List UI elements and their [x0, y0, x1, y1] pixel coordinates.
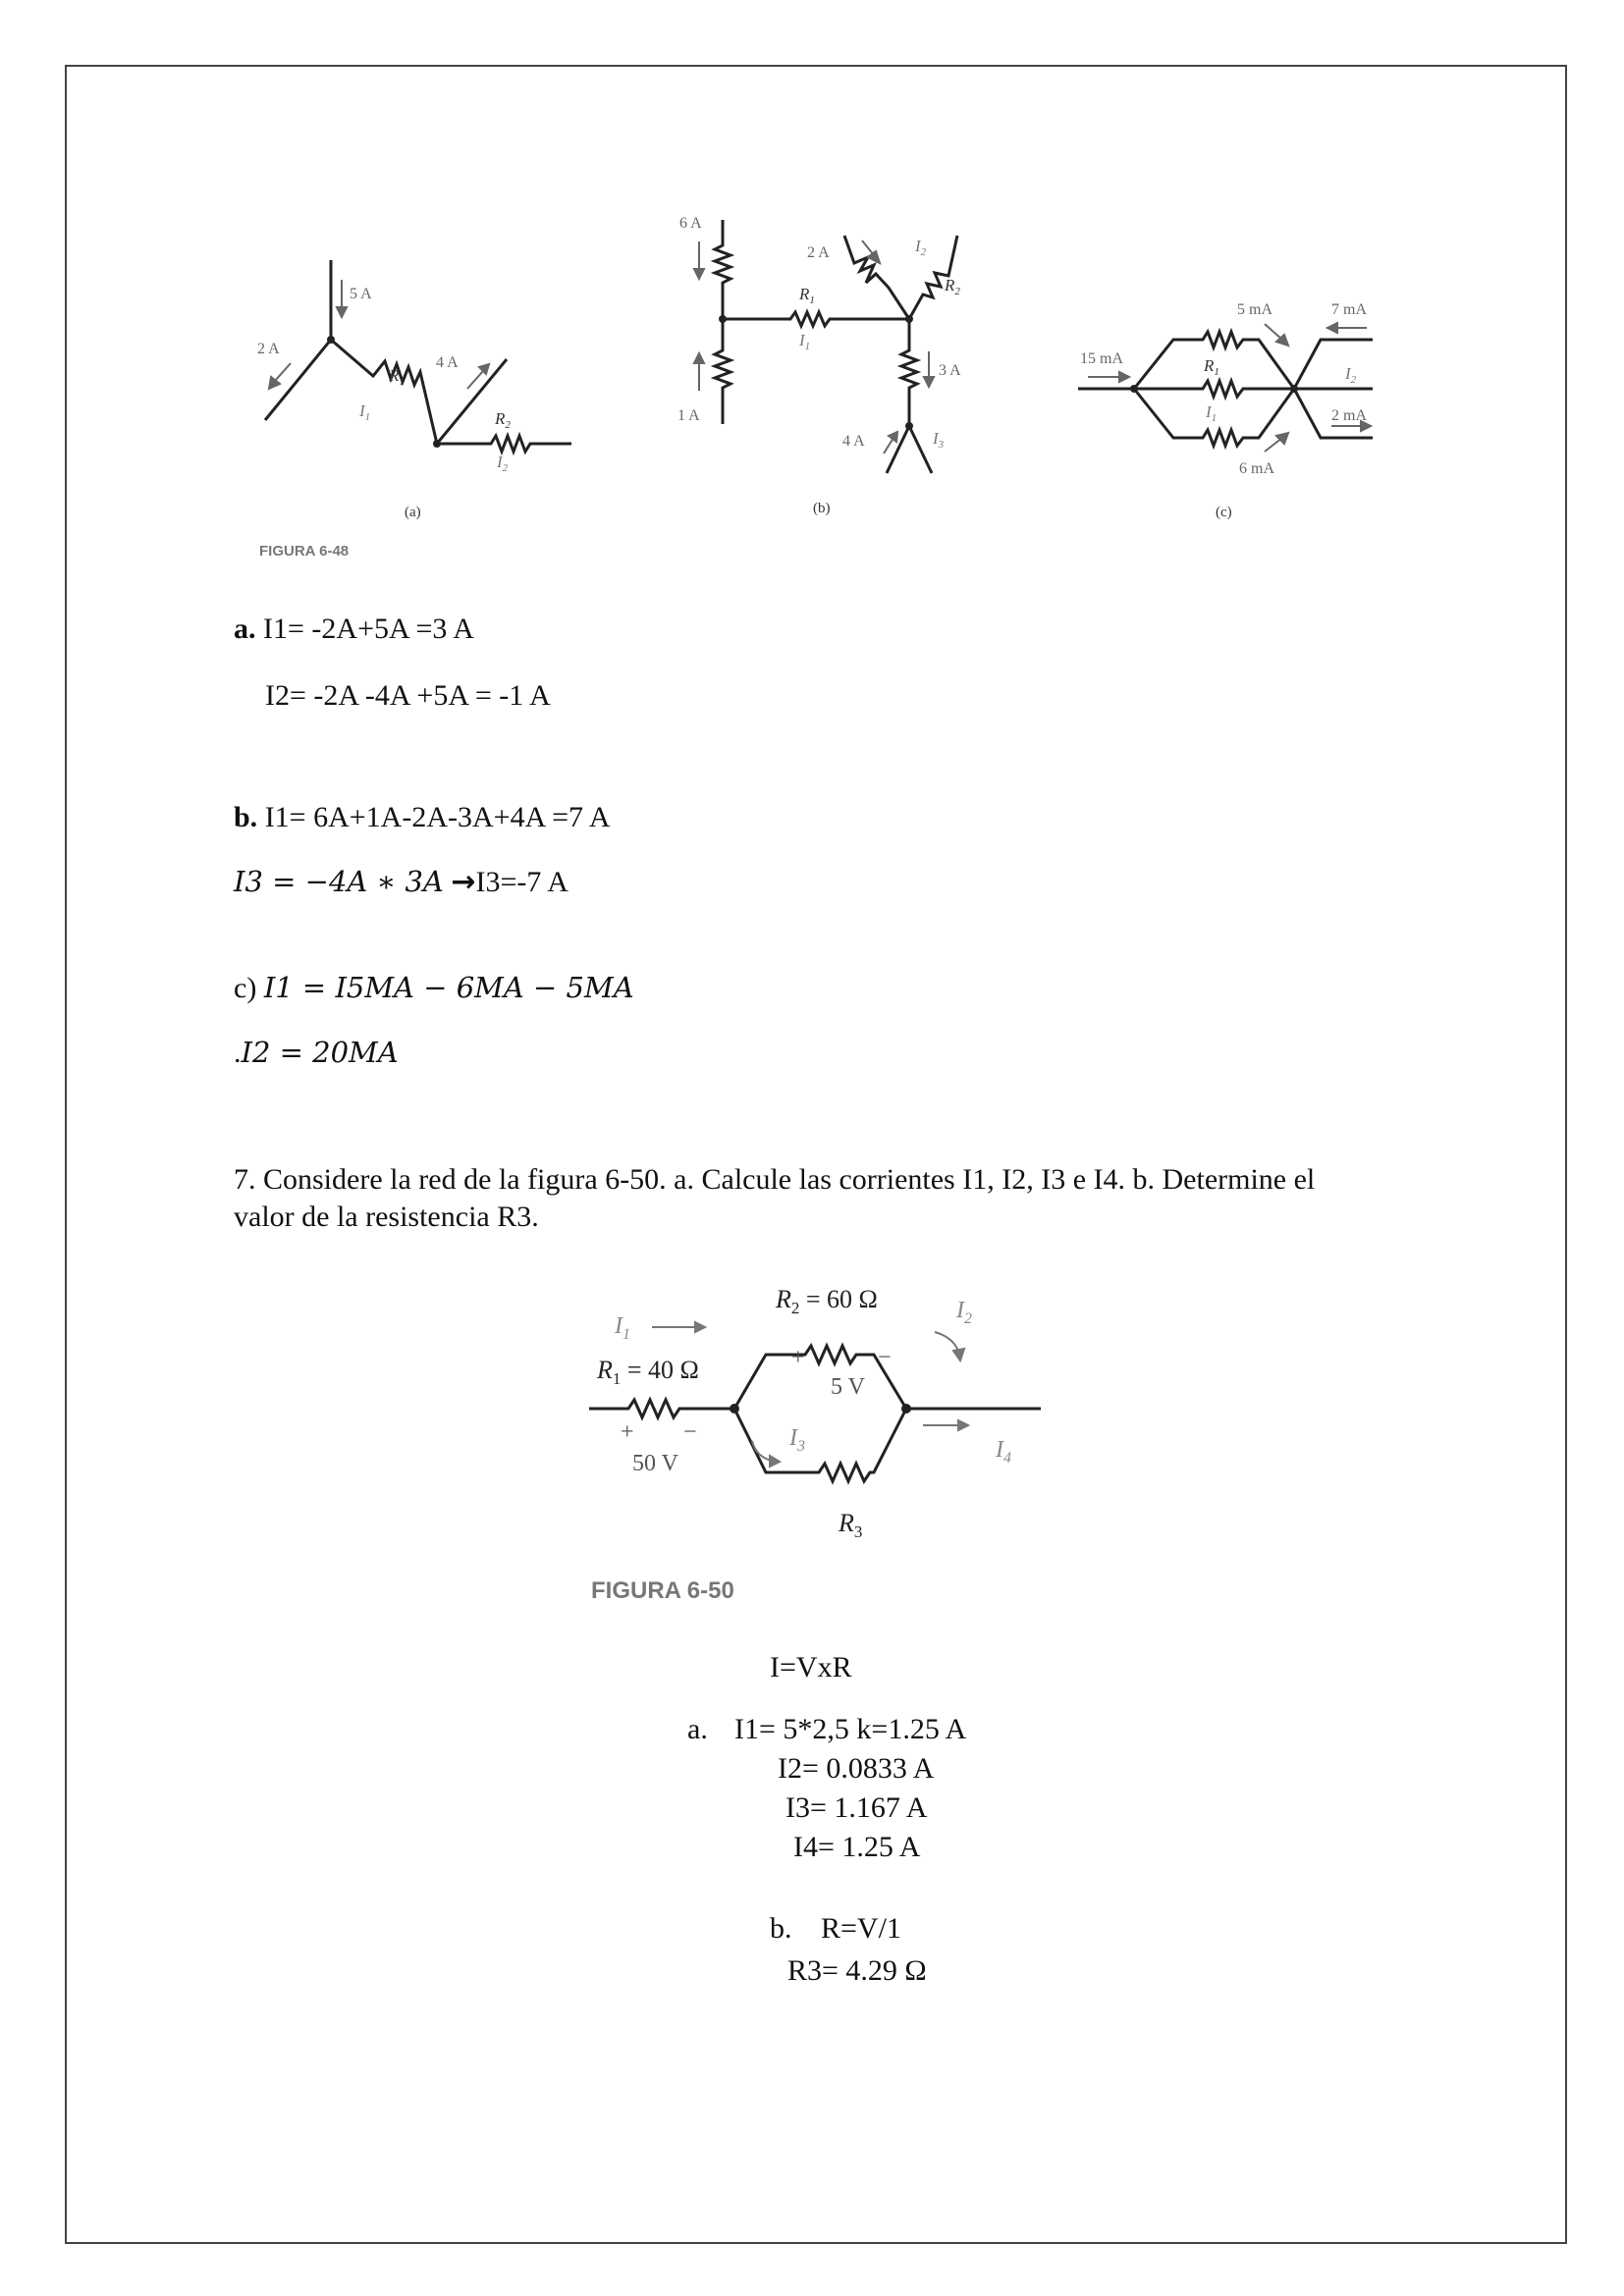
plus-r1: +	[621, 1419, 634, 1445]
label-i1-a: $I_1$	[359, 401, 371, 423]
label-r2-a: $R_2$	[495, 409, 511, 431]
label-i2-a: $I_2$	[497, 453, 509, 474]
panel-a-label: (a)	[405, 505, 421, 520]
plus-r2: +	[791, 1345, 805, 1370]
label-i2-b: $I_2$	[915, 237, 927, 258]
figure-6-48-caption: FIGURA 6-48	[259, 543, 350, 560]
label-r2-b: $R_2$	[945, 276, 960, 297]
solution-b-r3: R3= 4.29 Ω	[787, 1954, 927, 1987]
label-2ma: 2 mA	[1331, 407, 1367, 424]
label-1a: 1 A	[677, 407, 700, 424]
minus-r2: −	[878, 1345, 892, 1370]
voltage-r1: 50 V	[632, 1451, 678, 1476]
label-i2-c: $I_2$	[1345, 364, 1357, 386]
minus-r1: −	[683, 1419, 697, 1445]
label-2a-b: 2 A	[807, 244, 830, 261]
solution-a-i1: I1= 5*2,5 k=1.25 A	[734, 1713, 967, 1745]
label-i2-650: $I_2$	[956, 1298, 972, 1327]
answer-a-line2: I2= -2A -4A +5A = -1 A	[265, 679, 551, 712]
label-4a-b: 4 A	[842, 433, 865, 450]
label-15ma: 15 mA	[1080, 350, 1123, 367]
label-4a: 4 A	[436, 354, 459, 371]
answer-c-line2: .I2 = 20MA	[234, 1036, 399, 1069]
answer-b-line1: b. I1= 6A+1A-2A-3A+4A =7 A	[234, 801, 611, 833]
label-6ma: 6 mA	[1239, 460, 1274, 477]
label-i4-650: $I_4$	[996, 1437, 1011, 1467]
label-i1-650: $I_1$	[615, 1313, 630, 1343]
label-5a: 5 A	[350, 286, 372, 302]
label-2a: 2 A	[257, 341, 280, 357]
label-6a: 6 A	[679, 215, 702, 232]
label-r1-c: $R_1$	[1204, 356, 1219, 378]
solution-a-i3: I3= 1.167 A	[785, 1791, 928, 1824]
label-r1-b: $R_1$	[799, 285, 815, 306]
label-r1-a: $R_1$	[389, 366, 405, 388]
figure-6-50-caption: FIGURA 6-50	[591, 1577, 734, 1604]
label-i3-b: $I_3$	[933, 429, 945, 451]
label-i3-650: $I_3$	[789, 1425, 805, 1455]
solution-a-label: a.	[687, 1713, 708, 1745]
solution-b-label: b.	[770, 1912, 792, 1945]
solution-b-formula: R=V/1	[821, 1912, 901, 1945]
solution-a-i4: I4= 1.25 A	[793, 1831, 921, 1863]
label-i1-b: $I_1$	[799, 331, 811, 352]
label-i1-c: $I_1$	[1206, 402, 1218, 424]
figure-6-50	[569, 1266, 1080, 1610]
answer-c-line1: c) I1 = I5MA − 6MA − 5MA	[234, 971, 634, 1004]
solution-formula: I=VxR	[770, 1651, 852, 1683]
label-r2-650: $R_2 = 60$ Ω	[776, 1285, 878, 1317]
label-r1-650: $R_1 = 40$ Ω	[597, 1356, 699, 1388]
label-5ma: 5 mA	[1237, 301, 1272, 318]
voltage-r2: 5 V	[831, 1374, 865, 1400]
label-r3-650: $R_3$	[839, 1509, 863, 1541]
problem-7-statement: 7. Considere la red de la figura 6-50. a. Calcule las corrientes I1, I2, I3 e I4. b. Determine el valor de la resistencia R3.	[234, 1163, 1316, 1233]
answer-a-line1: a. I1= -2A+5A =3 A	[234, 613, 474, 645]
panel-c-label: (c)	[1216, 505, 1232, 520]
panel-b-label: (b)	[813, 501, 831, 516]
label-7ma: 7 mA	[1331, 301, 1367, 318]
solution-a-i2: I2= 0.0833 A	[778, 1752, 935, 1785]
label-3a: 3 A	[939, 362, 961, 379]
answer-b-line2: I3 = −4A ∗ 3A →I3=-7 A	[234, 865, 568, 899]
figure-6-48	[0, 0, 1624, 589]
